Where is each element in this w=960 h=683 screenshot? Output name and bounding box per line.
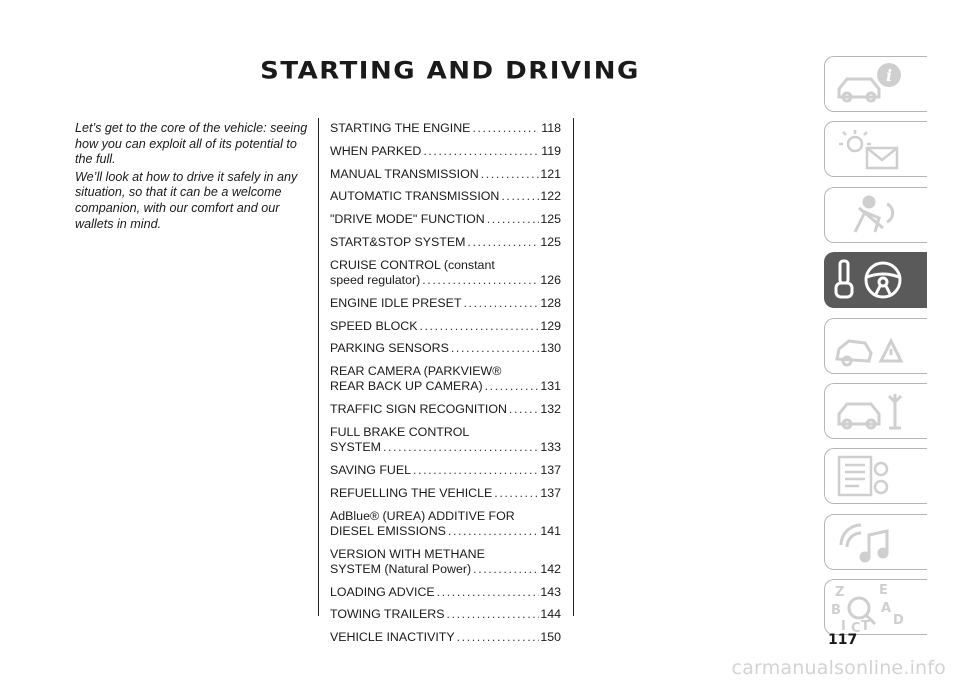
toc-entry-row bbox=[330, 212, 561, 227]
key-steering-wheel-icon bbox=[825, 253, 927, 307]
toc-entry-row bbox=[330, 319, 561, 334]
toc-entry-label: DIESEL EMISSIONS bbox=[330, 523, 446, 538]
toc-entry-page: 119 bbox=[541, 143, 561, 158]
alphabetical-index-search-icon bbox=[825, 580, 927, 634]
toc-entry-page: 128 bbox=[540, 295, 561, 310]
toc-entry[interactable] bbox=[330, 402, 561, 417]
toc-entry[interactable] bbox=[330, 121, 561, 136]
toc-entry-label-line: VERSION WITH METHANE bbox=[330, 546, 485, 561]
toc-leader-dots bbox=[446, 524, 539, 539]
svg-text:B: B bbox=[831, 603, 841, 619]
toc-leader-dots bbox=[462, 296, 539, 311]
toc-entry[interactable] bbox=[330, 189, 561, 204]
car-accident-warning-icon bbox=[825, 319, 927, 373]
toc-entry[interactable] bbox=[330, 425, 561, 455]
tab-safety[interactable] bbox=[824, 187, 927, 243]
svg-text:I: I bbox=[841, 619, 846, 635]
toc-leader-dots bbox=[381, 440, 539, 455]
svg-text:C: C bbox=[851, 621, 861, 635]
toc-leader-dots bbox=[435, 585, 539, 600]
toc-entry-label: SYSTEM bbox=[330, 440, 381, 455]
toc-entry-page: 132 bbox=[540, 402, 561, 417]
car-info-icon bbox=[825, 57, 927, 111]
toc-entry-page: 129 bbox=[540, 318, 561, 333]
svg-text:Z: Z bbox=[835, 585, 845, 601]
column-divider-right bbox=[573, 118, 574, 616]
tab-service[interactable] bbox=[824, 383, 927, 439]
toc-entry-label: WHEN PARKED bbox=[330, 143, 422, 158]
toc-entry-row bbox=[330, 562, 561, 577]
toc-entry-page: 133 bbox=[540, 440, 561, 455]
toc-entry-label: VEHICLE INACTIVITY bbox=[330, 630, 455, 645]
toc-entry-label-line: AdBlue® (UREA) ADDITIVE FOR bbox=[330, 508, 515, 523]
chapter-title: STARTING AND DRIVING bbox=[260, 57, 640, 85]
toc-entry[interactable] bbox=[330, 212, 561, 227]
toc-leader-dots bbox=[455, 630, 539, 645]
toc-entry-page: 144 bbox=[540, 607, 561, 622]
toc-entry-page: 150 bbox=[540, 630, 561, 645]
toc-entry-page: 118 bbox=[541, 121, 561, 135]
toc-entry-page: 126 bbox=[540, 272, 561, 287]
toc-entry-row bbox=[330, 167, 561, 182]
tab-car-info[interactable] bbox=[824, 56, 927, 112]
toc-leader-dots bbox=[470, 121, 539, 136]
toc-entry-label: MANUAL TRANSMISSION bbox=[330, 166, 479, 181]
toc-entry-label: START&STOP SYSTEM bbox=[330, 234, 466, 249]
toc-entry-row bbox=[330, 273, 561, 288]
toc-entry-row bbox=[330, 121, 561, 136]
toc-entry-label: AUTOMATIC TRANSMISSION bbox=[330, 189, 500, 204]
toc-entry-label-line: FULL BRAKE CONTROL bbox=[330, 424, 470, 439]
toc-entry[interactable] bbox=[330, 607, 561, 622]
seatbelt-airbag-icon bbox=[825, 188, 927, 242]
toc-entry-label: REAR BACK UP CAMERA) bbox=[330, 379, 483, 394]
toc-entry-label: TRAFFIC SIGN RECOGNITION bbox=[330, 402, 507, 417]
warning-lights-message-icon bbox=[825, 122, 927, 176]
toc-leader-dots bbox=[449, 341, 539, 356]
intro-paragraph: We’ll look at how to drive it safely in any situation, so that it can be a welcome companion, with our comfort and our wallets in mind. bbox=[75, 169, 298, 231]
toc-entry[interactable] bbox=[330, 486, 561, 501]
toc-entry-page: 142 bbox=[540, 561, 561, 576]
intro-paragraph: Let’s get to the core of the vehicle: seeing how you can exploit all of its potential to the full. bbox=[75, 121, 308, 167]
toc-entry-page: 122 bbox=[540, 189, 561, 204]
toc-entry-row bbox=[330, 402, 561, 417]
toc-entry-page: 125 bbox=[540, 212, 561, 227]
svg-text:i: i bbox=[885, 66, 893, 85]
toc-entry-page: 125 bbox=[540, 234, 561, 249]
toc-leader-dots bbox=[507, 402, 539, 417]
toc-entry[interactable] bbox=[330, 463, 561, 478]
tab-technical-data[interactable] bbox=[824, 448, 927, 504]
toc-entry-row bbox=[330, 440, 561, 455]
toc-entry-row bbox=[330, 296, 561, 311]
toc-entry[interactable] bbox=[330, 319, 561, 334]
toc-entry-label: SYSTEM (Natural Power) bbox=[330, 561, 472, 576]
toc-entry-page: 141 bbox=[540, 523, 561, 538]
toc-entry-row bbox=[330, 341, 561, 356]
toc-entry-label: SAVING FUEL bbox=[330, 462, 412, 477]
toc-entry[interactable] bbox=[330, 364, 561, 394]
toc-leader-dots bbox=[420, 273, 539, 288]
toc-entry-page: 137 bbox=[540, 462, 561, 477]
toc-entry[interactable] bbox=[330, 630, 561, 645]
toc-entry-page: 131 bbox=[540, 379, 561, 394]
tab-index[interactable] bbox=[824, 579, 927, 635]
watermark: carmanualsonline.info bbox=[731, 657, 946, 679]
toc-entry-page: 137 bbox=[540, 485, 561, 500]
toc-entry-label: LOADING ADVICE bbox=[330, 584, 435, 599]
toc-entry-row bbox=[330, 379, 561, 394]
toc-entry-row bbox=[330, 524, 561, 539]
toc-leader-dots bbox=[445, 607, 539, 622]
toc-entry-page: 143 bbox=[540, 584, 561, 599]
tab-multimedia[interactable] bbox=[824, 514, 927, 570]
toc-entry[interactable] bbox=[330, 547, 561, 577]
toc-leader-dots bbox=[411, 463, 539, 478]
tab-emergency[interactable] bbox=[824, 318, 927, 374]
tab-warning-lights[interactable] bbox=[824, 121, 927, 177]
toc-leader-dots bbox=[471, 562, 539, 577]
toc-leader-dots bbox=[492, 486, 539, 501]
toc-entry-row bbox=[330, 189, 561, 204]
page-number: 117 bbox=[828, 632, 858, 648]
toc-entry-label: "DRIVE MODE" FUNCTION bbox=[330, 212, 485, 227]
toc-entry-label: STARTING THE ENGINE bbox=[330, 121, 471, 135]
toc-entry-row bbox=[330, 607, 561, 622]
toc-entry-row bbox=[330, 585, 561, 600]
toc-entry-label: TOWING TRAILERS bbox=[330, 607, 445, 622]
technical-data-list-gear-icon bbox=[825, 449, 927, 503]
toc-entry[interactable] bbox=[330, 258, 561, 288]
column-divider-left bbox=[318, 118, 319, 616]
toc-entry-row bbox=[330, 463, 561, 478]
car-service-wrench-icon bbox=[825, 384, 927, 438]
svg-text:T: T bbox=[861, 619, 870, 635]
svg-text:E: E bbox=[879, 583, 888, 599]
toc-entry-label: PARKING SENSORS bbox=[330, 341, 449, 356]
chapter-tabs bbox=[824, 56, 928, 645]
toc-entry-row bbox=[330, 486, 561, 501]
svg-text:D: D bbox=[893, 613, 904, 629]
toc-entry-label-line: REAR CAMERA (PARKVIEW® bbox=[330, 364, 502, 379]
toc-entry-row bbox=[330, 235, 561, 250]
toc-entry[interactable] bbox=[330, 296, 561, 311]
toc-entry-row bbox=[330, 630, 561, 645]
toc-entry-label: speed regulator) bbox=[330, 272, 421, 287]
toc-leader-dots bbox=[483, 379, 539, 394]
toc-entry-label: SPEED BLOCK bbox=[330, 318, 418, 333]
toc-entry-label-line: CRUISE CONTROL (constant bbox=[330, 257, 495, 272]
toc-leader-dots bbox=[499, 189, 539, 204]
toc-entry[interactable] bbox=[330, 585, 561, 600]
chapter-intro bbox=[75, 121, 315, 234]
toc-entry[interactable] bbox=[330, 167, 561, 182]
toc-entry[interactable] bbox=[330, 235, 561, 250]
toc-entry-page: 121 bbox=[540, 166, 561, 181]
tab-starting-driving[interactable] bbox=[824, 252, 927, 308]
svg-text:A: A bbox=[881, 601, 892, 617]
toc-leader-dots bbox=[485, 212, 539, 227]
toc-entry-label: ENGINE IDLE PRESET bbox=[330, 295, 462, 310]
toc-leader-dots bbox=[417, 319, 539, 334]
toc-entry[interactable] bbox=[330, 509, 561, 539]
toc-entry-label: REFUELLING THE VEHICLE bbox=[330, 485, 493, 500]
table-of-contents bbox=[330, 121, 561, 653]
toc-entry[interactable] bbox=[330, 341, 561, 356]
toc-leader-dots bbox=[465, 235, 539, 250]
toc-entry-page: 130 bbox=[540, 341, 561, 356]
toc-entry[interactable] bbox=[330, 144, 561, 159]
toc-entry-row bbox=[330, 144, 561, 159]
multimedia-music-icon bbox=[825, 515, 927, 569]
toc-leader-dots bbox=[421, 144, 539, 159]
toc-leader-dots bbox=[479, 167, 539, 182]
